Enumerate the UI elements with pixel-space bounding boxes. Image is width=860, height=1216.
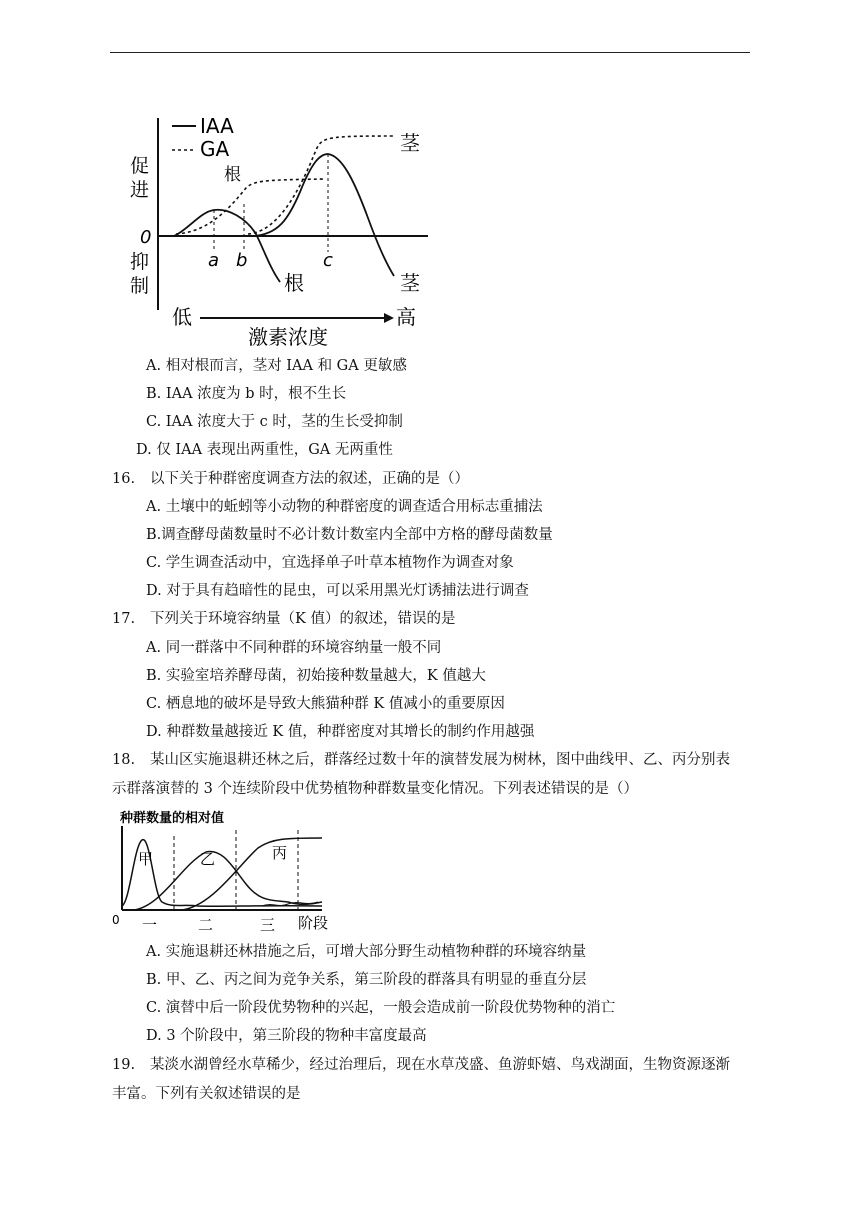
succession-figure xyxy=(112,806,337,934)
q19-stem-line1: 某淡水湖曾经水草稀少，经过治理后，现在水草茂盛、鱼游虾嬉、鸟戏湖面，生物资源逐渐 xyxy=(150,1057,730,1073)
q17-option-d: D. 种群数量越接近 K 值，种群密度对其增长的制约作用越强 xyxy=(146,724,535,740)
stage-1-label: 一 xyxy=(142,916,158,934)
fig2-x-title: 阶段 xyxy=(298,914,329,932)
q19-number: 19. xyxy=(112,1057,136,1073)
q17-option-b: B. 实验室培养酵母菌，初始接种数量越大，K 值越大 xyxy=(146,668,486,684)
x-arrow-head xyxy=(384,313,394,323)
x-low-label: 低 xyxy=(172,305,192,329)
q18-option-c: C. 演替中后一阶段优势物种的兴起，一般会造成前一阶段优势物种的消亡 xyxy=(146,1000,616,1016)
q17-number: 17. xyxy=(112,611,136,627)
label-root-ga: 根 xyxy=(224,165,241,185)
stage-3-label: 三 xyxy=(260,916,276,934)
label-b: b xyxy=(236,250,248,271)
q16-option-a: A. 土壤中的蚯蚓等小动物的种群密度的调查适合用标志重捕法 xyxy=(146,499,543,515)
q16-option-c: C. 学生调查活动中，宜选择单子叶草本植物作为调查对象 xyxy=(146,555,514,571)
q18-option-a: A. 实施退耕还林措施之后，可增大部分野生动植物种群的环境容纳量 xyxy=(146,944,587,960)
q18-stem-line2: 示群落演替的 3 个连续阶段中优势植物种群数量变化情况。下列表述错误的是（） xyxy=(112,781,638,797)
q15-option-a: A. 相对根而言，茎对 IAA 和 GA 更敏感 xyxy=(146,358,407,374)
q19-stem-line2: 丰富。下列有关叙述错误的是 xyxy=(112,1086,301,1102)
q15-option-c: C. IAA 浓度大于 c 时，茎的生长受抑制 xyxy=(146,414,403,430)
x-title: 激素浓度 xyxy=(248,325,328,349)
q18-option-d: D. 3 个阶段中，第三阶段的物种丰富度最高 xyxy=(146,1028,427,1044)
label-stem-ga: 茎 xyxy=(400,131,420,155)
label-yi: 乙 xyxy=(200,850,216,868)
x-high-label: 高 xyxy=(396,305,416,329)
hormone-effect-figure xyxy=(128,110,428,350)
label-c: c xyxy=(323,250,333,271)
q18-number: 18. xyxy=(112,752,136,768)
y-label-inhibit: 抑制 xyxy=(130,251,150,297)
q16-number: 16. xyxy=(112,471,136,487)
label-a: a xyxy=(208,250,220,271)
zero-label: 0 xyxy=(140,227,152,248)
curve-bing xyxy=(182,838,322,910)
label-root-iaa: 根 xyxy=(284,271,304,295)
fig2-origin: 0 xyxy=(112,913,120,927)
fig2-y-title: 种群数量的相对值 xyxy=(120,811,225,826)
q15-option-b: B. IAA 浓度为 b 时，根不生长 xyxy=(146,386,347,402)
q18-stem-line1: 某山区实施退耕还林之后，群落经过数十年的演替发展为树林，图中曲线甲、乙、丙分别表 xyxy=(150,752,730,768)
q16-stem: 以下关于种群密度调查方法的叙述，正确的是（） xyxy=(150,471,469,487)
legend-ga-label: GA xyxy=(200,137,230,161)
q17-option-a: A. 同一群落中不同种群的环境容纳量一般不同 xyxy=(146,640,442,656)
legend-iaa-label: IAA xyxy=(200,114,234,138)
stage-2-label: 二 xyxy=(198,916,214,934)
q17-option-c: C. 栖息地的破坏是导致大熊猫种群 K 值减小的重要原因 xyxy=(146,696,505,712)
q15-option-d: D. 仅 IAA 表现出两重性，GA 无两重性 xyxy=(136,442,393,458)
q16-option-b: B.调查酵母菌数量时不必计数计数室内全部中方格的酵母菌数量 xyxy=(146,527,553,543)
iaa-root-curve xyxy=(174,210,280,282)
y-label-promote: 促进 xyxy=(130,155,150,201)
header-rule xyxy=(110,52,750,53)
label-stem-iaa: 茎 xyxy=(400,271,420,295)
q17-stem: 下列关于环境容纳量（K 值）的叙述，错误的是 xyxy=(150,611,456,627)
label-jia: 甲 xyxy=(138,850,154,868)
label-bing: 丙 xyxy=(272,844,288,862)
q18-option-b: B. 甲、乙、丙之间为竞争关系，第三阶段的群落具有明显的垂直分层 xyxy=(146,972,587,988)
q16-option-d: D. 对于具有趋暗性的昆虫，可以采用黑光灯诱捕法进行调查 xyxy=(146,583,529,599)
ga-stem-curve xyxy=(248,136,394,234)
